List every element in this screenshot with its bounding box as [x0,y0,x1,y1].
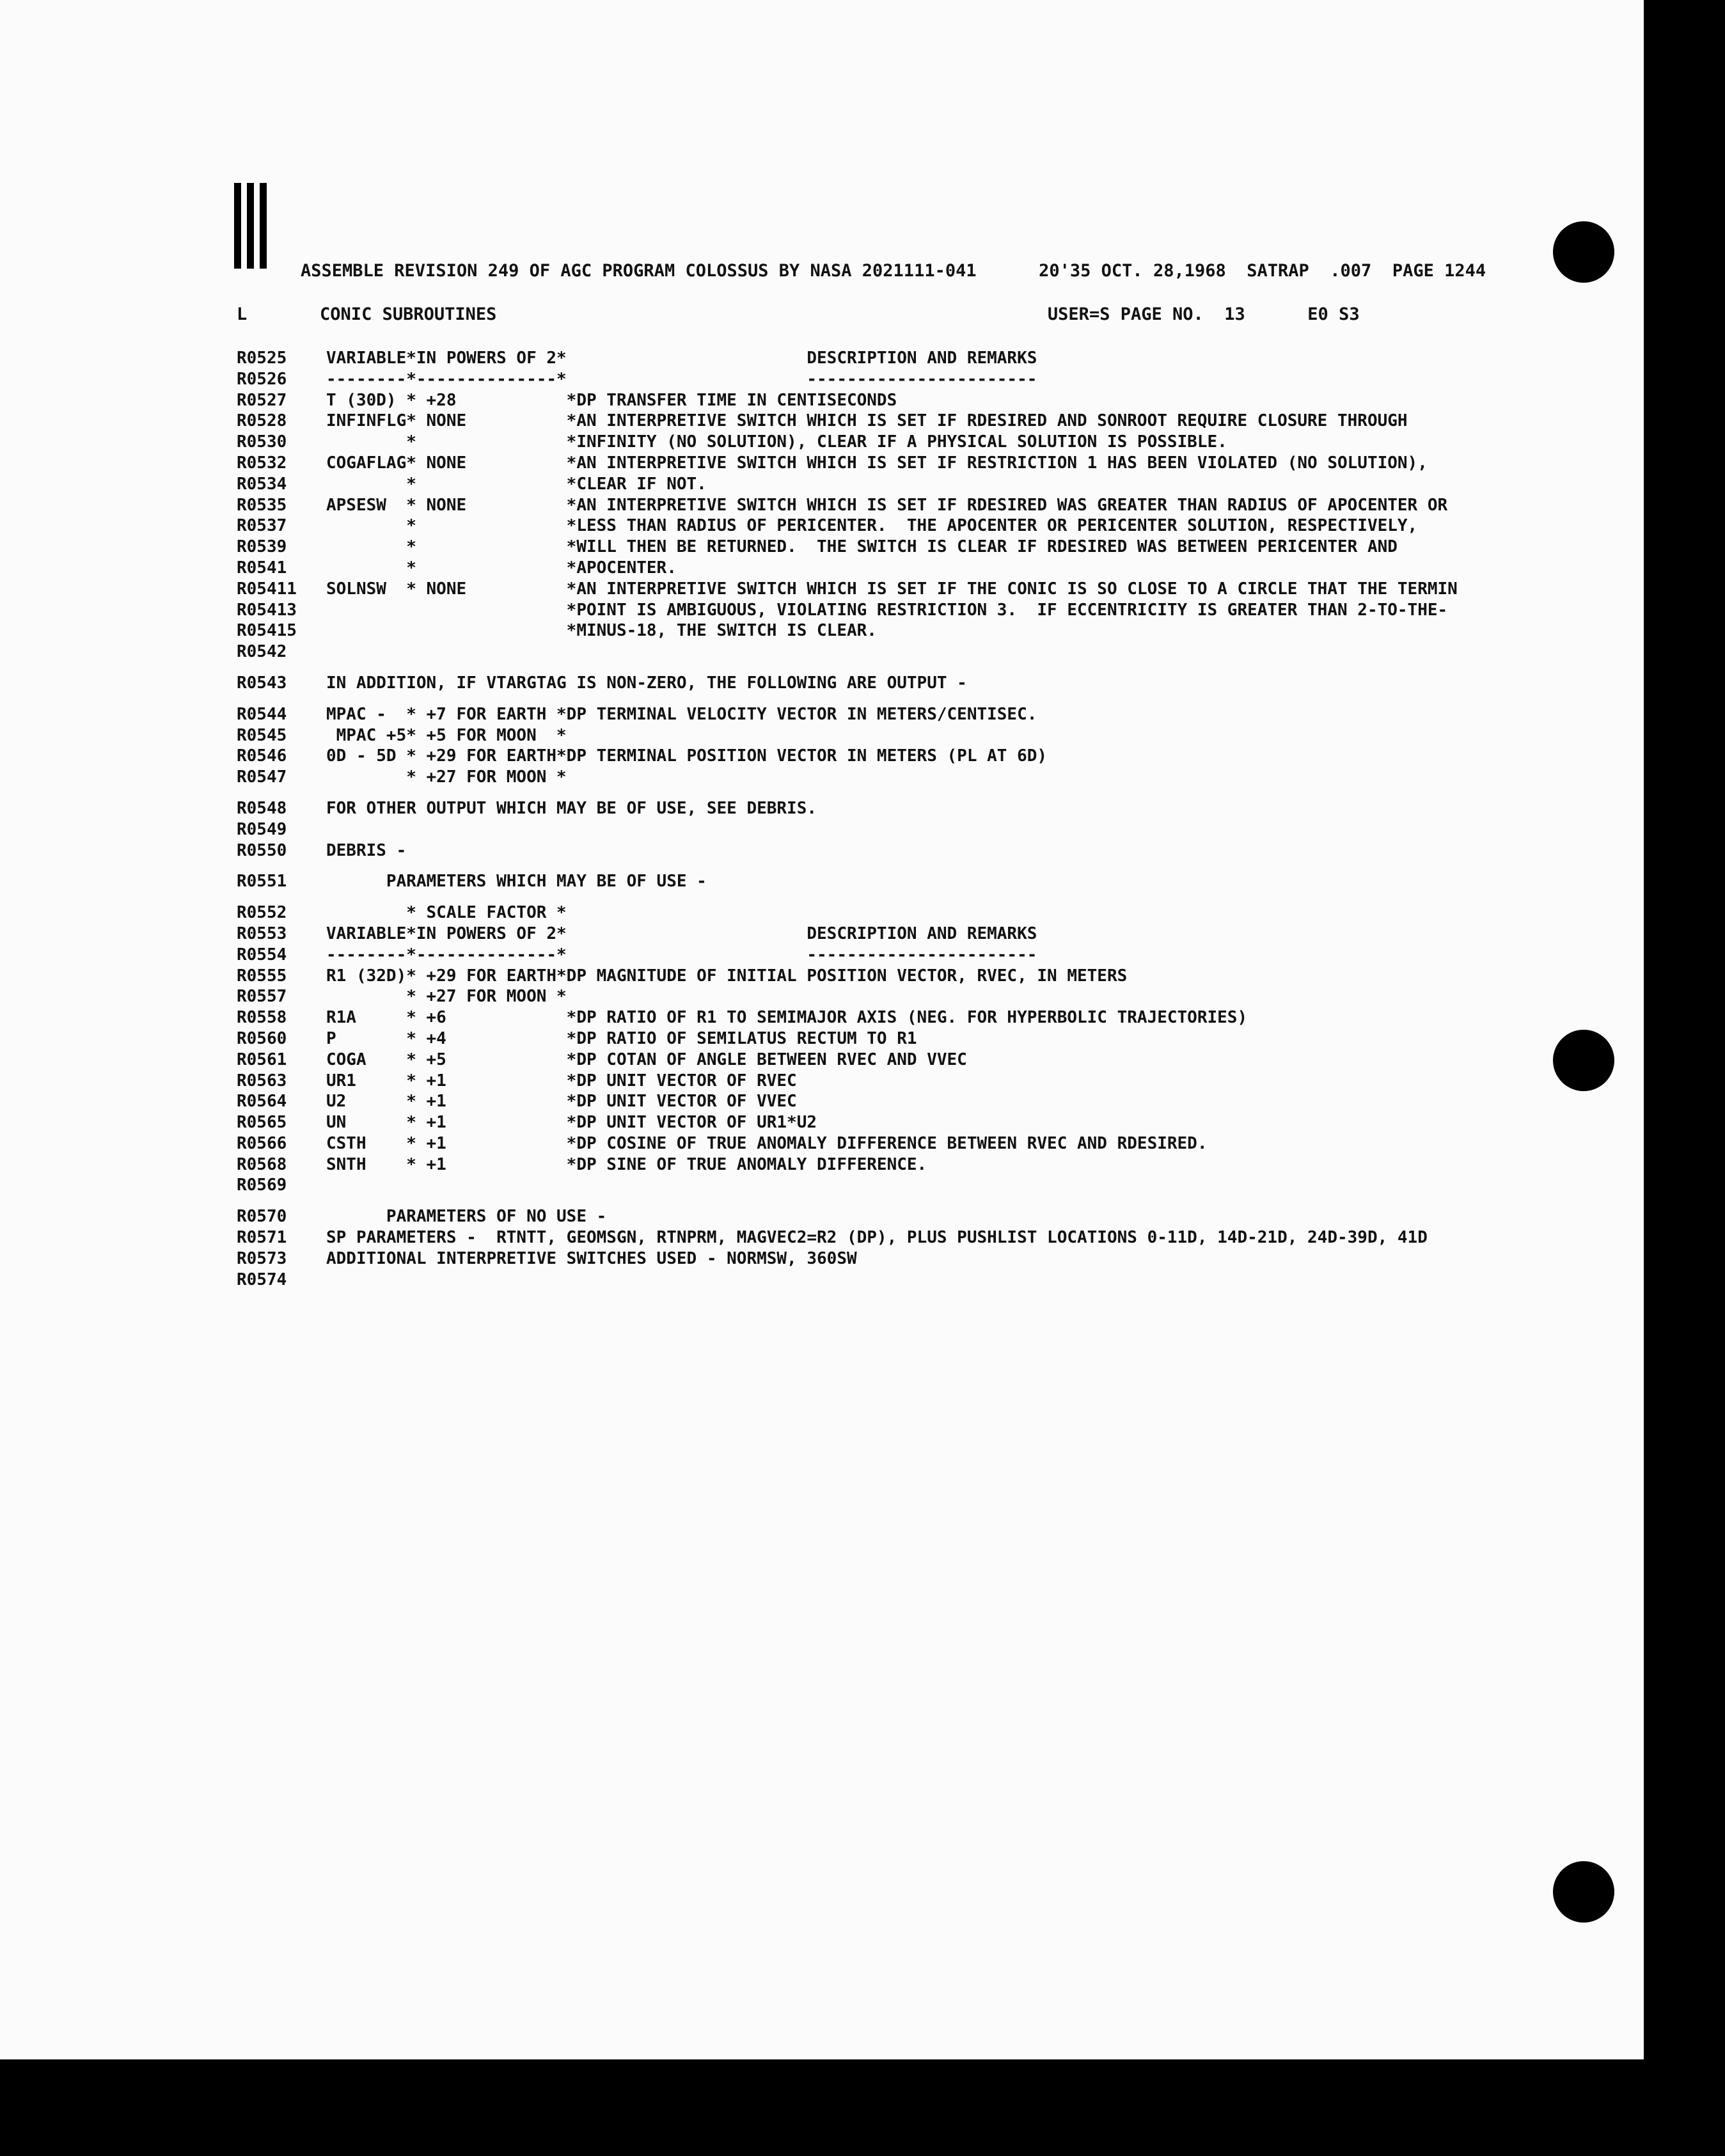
line-number: R05415 [237,621,297,641]
scan-border-bottom [0,2059,1725,2156]
listing-line [237,945,1458,966]
line-number: R0547 [237,767,287,787]
listing-line [237,1270,1458,1291]
line-number: R0566 [237,1133,287,1153]
line-number: R0546 [237,746,287,766]
line-text: *POINT IS AMBIGUOUS, VIOLATING RESTRICTION 3. IF ECCENTRICITY IS GREATER THAN 2-TO-THE- [326,600,1448,620]
line-number: R0528 [237,411,287,431]
line-text: * +27 FOR MOON * [326,767,567,787]
line-text: CSTH * +1 *DP COSINE OF TRUE ANOMALY DIFFERENCE BETWEEN RVEC AND RDESIRED. [326,1133,1208,1153]
line-text: * *WILL THEN BE RETURNED. THE SWITCH IS CLEAR IF RDESIRED WAS BETWEEN PERICENTER AND [326,537,1398,557]
listing-line [237,369,1458,390]
line-text: * *LESS THAN RADIUS OF PERICENTER. THE APOCENTER OR PERICENTER SOLUTION, RESPECTIVELY, [326,516,1418,536]
line-text: * *INFINITY (NO SOLUTION), CLEAR IF A PHYSICAL SOLUTION IS POSSIBLE. [326,432,1227,452]
scan-border-right [1644,0,1725,2156]
line-number: R0553 [237,924,287,943]
line-number: R0558 [237,1008,287,1028]
blank-gap [237,788,1458,798]
listing-line [237,767,1458,788]
line-number: R0571 [237,1228,287,1248]
listing-line [237,986,1458,1007]
line-text: P * +4 *DP RATIO OF SEMILATUS RECTUM TO R1 [326,1028,917,1048]
listing-line [237,495,1458,516]
line-number: R0568 [237,1154,287,1174]
listing-line [237,725,1458,746]
listing-line [237,902,1458,924]
line-text: R1A * +6 *DP RATIO OF R1 TO SEMIMAJOR AXIS (NEG. FOR HYPERBOLIC TRAJECTORIES) [326,1008,1248,1028]
listing-line [237,1154,1458,1176]
listing-line [237,1091,1458,1112]
line-text: *MINUS-18, THE SWITCH IS CLEAR. [326,621,877,641]
line-text: FOR OTHER OUTPUT WHICH MAY BE OF USE, SEE DEBRIS. [326,798,817,818]
line-number: R0537 [237,516,287,536]
line-text: COGA * +5 *DP COTAN OF ANGLE BETWEEN RVEC AND VVEC [326,1050,967,1069]
listing-line [237,1175,1458,1196]
listing-line [237,600,1458,621]
line-text: PARAMETERS OF NO USE - [326,1207,607,1227]
listing-line [237,1248,1458,1270]
listing-line [237,746,1458,767]
line-number: R0543 [237,673,287,693]
listing-line [237,1133,1458,1154]
line-number: R0532 [237,453,287,473]
listing-line [237,453,1458,474]
line-number: R0525 [237,349,287,368]
line-text: SOLNSW * NONE *AN INTERPRETIVE SWITCH WHICH IS SET IF THE CONIC IS SO CLOSE TO A CIRCLE THAT THE TERMIN [326,579,1458,599]
line-text: T (30D) * +28 *DP TRANSFER TIME IN CENTISECONDS [326,390,897,410]
line-number: R0526 [237,369,287,389]
line-text: * +27 FOR MOON * [326,987,567,1007]
listing-line [237,620,1458,641]
blank-gap [237,1196,1458,1206]
binder-hole-icon [1553,1861,1614,1923]
line-number: R0554 [237,945,287,964]
line-number: R0539 [237,537,287,557]
line-text: --------*--------------* ----------------------- [326,945,1037,964]
listing-line [237,1007,1458,1028]
line-text: ADDITIONAL INTERPRETIVE SWITCHES USED - NORMSW, 360SW [326,1248,857,1268]
punch-bars-mark [234,183,272,272]
listing-line [237,411,1458,432]
line-text: R1 (32D)* +29 FOR EARTH*DP MAGNITUDE OF INITIAL POSITION VECTOR, RVEC, IN METERS [326,966,1128,986]
line-number: R0555 [237,966,287,986]
line-number: R0544 [237,704,287,724]
line-number: R0534 [237,474,287,494]
line-text: * *CLEAR IF NOT. [326,474,707,494]
line-text: PARAMETERS WHICH MAY BE OF USE - [326,872,707,892]
line-text: U2 * +1 *DP UNIT VECTOR OF VVEC [326,1092,797,1112]
line-number: R0527 [237,390,287,410]
line-number: R05411 [237,579,297,599]
line-number: R0573 [237,1248,287,1268]
listing-line [237,432,1458,453]
listing-line [237,1028,1458,1050]
line-text: --------*--------------* ----------------------- [326,369,1037,389]
blank-gap [237,892,1458,902]
listing-line [237,348,1458,369]
listing-line [237,924,1458,945]
line-number: R0561 [237,1050,287,1069]
line-number: R0549 [237,819,287,839]
listing-line [237,641,1458,663]
line-text: MPAC - * +7 FOR EARTH *DP TERMINAL VELOCITY VECTOR IN METERS/CENTISEC. [326,704,1037,724]
line-number: R0552 [237,903,287,923]
listing-line [237,1112,1458,1133]
section-header: L CONIC SUBROUTINES USER=S PAGE NO. 13 E0 S3 [237,304,1360,324]
line-number: R0569 [237,1176,287,1195]
listing-line [237,515,1458,537]
line-text: * *APOCENTER. [326,558,677,578]
listing-line [237,537,1458,558]
binder-hole-icon [1553,221,1614,283]
line-number: R0542 [237,642,287,662]
line-text: VARIABLE*IN POWERS OF 2* DESCRIPTION AND REMARKS [326,924,1037,943]
listing-line [237,1050,1458,1071]
blank-gap [237,694,1458,704]
line-number: R0530 [237,432,287,452]
listing-line [237,1227,1458,1248]
binder-hole-icon [1553,1030,1614,1091]
line-text: * SCALE FACTOR * [326,903,567,923]
line-number: R0565 [237,1113,287,1133]
listing-line [237,474,1458,495]
line-text: SNTH * +1 *DP SINE OF TRUE ANOMALY DIFFERENCE. [326,1154,927,1174]
line-number: R0570 [237,1207,287,1227]
line-number: R0545 [237,725,287,745]
assembly-header: ASSEMBLE REVISION 249 OF AGC PROGRAM COLOSSUS BY NASA 2021111-041 20'35 OCT. 28,1968 SATRAP .007 PAGE 1244 [301,261,1486,281]
line-number: R05413 [237,600,297,620]
line-text: 0D - 5D * +29 FOR EARTH*DP TERMINAL POSITION VECTOR IN METERS (PL AT 6D) [326,746,1048,766]
listing-line [237,390,1458,411]
line-text: APSESW * NONE *AN INTERPRETIVE SWITCH WHICH IS SET IF RDESIRED WAS GREATER THAN RADIUS OF APOCENTER OR [326,495,1448,515]
line-number: R0560 [237,1028,287,1048]
listing-line [237,558,1458,579]
line-number: R0574 [237,1270,287,1289]
listing-line [237,840,1458,862]
listing-line [237,673,1458,694]
blank-gap [237,861,1458,871]
line-text: UN * +1 *DP UNIT VECTOR OF UR1*U2 [326,1113,817,1133]
listing-line [237,966,1458,987]
listing-line [237,871,1458,892]
listing-body [237,348,1458,1290]
line-text: VARIABLE*IN POWERS OF 2* DESCRIPTION AND REMARKS [326,349,1037,368]
line-number: R0535 [237,495,287,515]
line-number: R0551 [237,872,287,892]
line-text: MPAC +5* +5 FOR MOON * [326,725,567,745]
line-number: R0541 [237,558,287,578]
line-text: UR1 * +1 *DP UNIT VECTOR OF RVEC [326,1071,797,1090]
listing-line [237,1206,1458,1227]
line-text: INFINFLG* NONE *AN INTERPRETIVE SWITCH WHICH IS SET IF RDESIRED AND SONROOT REQUIRE CLOSURE THROUGH [326,411,1408,431]
listing-line [237,819,1458,840]
line-number: R0563 [237,1071,287,1090]
line-number: R0550 [237,840,287,860]
listing-line [237,1071,1458,1092]
line-text: COGAFLAG* NONE *AN INTERPRETIVE SWITCH WHICH IS SET IF RESTRICTION 1 HAS BEEN VIOLATED (NO SOLUTION), [326,453,1428,473]
listing-line [237,798,1458,819]
line-number: R0564 [237,1092,287,1112]
line-number: R0557 [237,987,287,1007]
blank-gap [237,663,1458,673]
line-text: SP PARAMETERS - RTNTT, GEOMSGN, RTNPRM, MAGVEC2=R2 (DP), PLUS PUSHLIST LOCATIONS 0-11D, 14D-21D, 24D-39D, 41D [326,1228,1428,1248]
listing-line [237,579,1458,600]
line-text: DEBRIS - [326,840,407,860]
line-number: R0548 [237,798,287,818]
listing-line [237,704,1458,725]
line-text: IN ADDITION, IF VTARGTAG IS NON-ZERO, THE FOLLOWING ARE OUTPUT - [326,673,967,693]
